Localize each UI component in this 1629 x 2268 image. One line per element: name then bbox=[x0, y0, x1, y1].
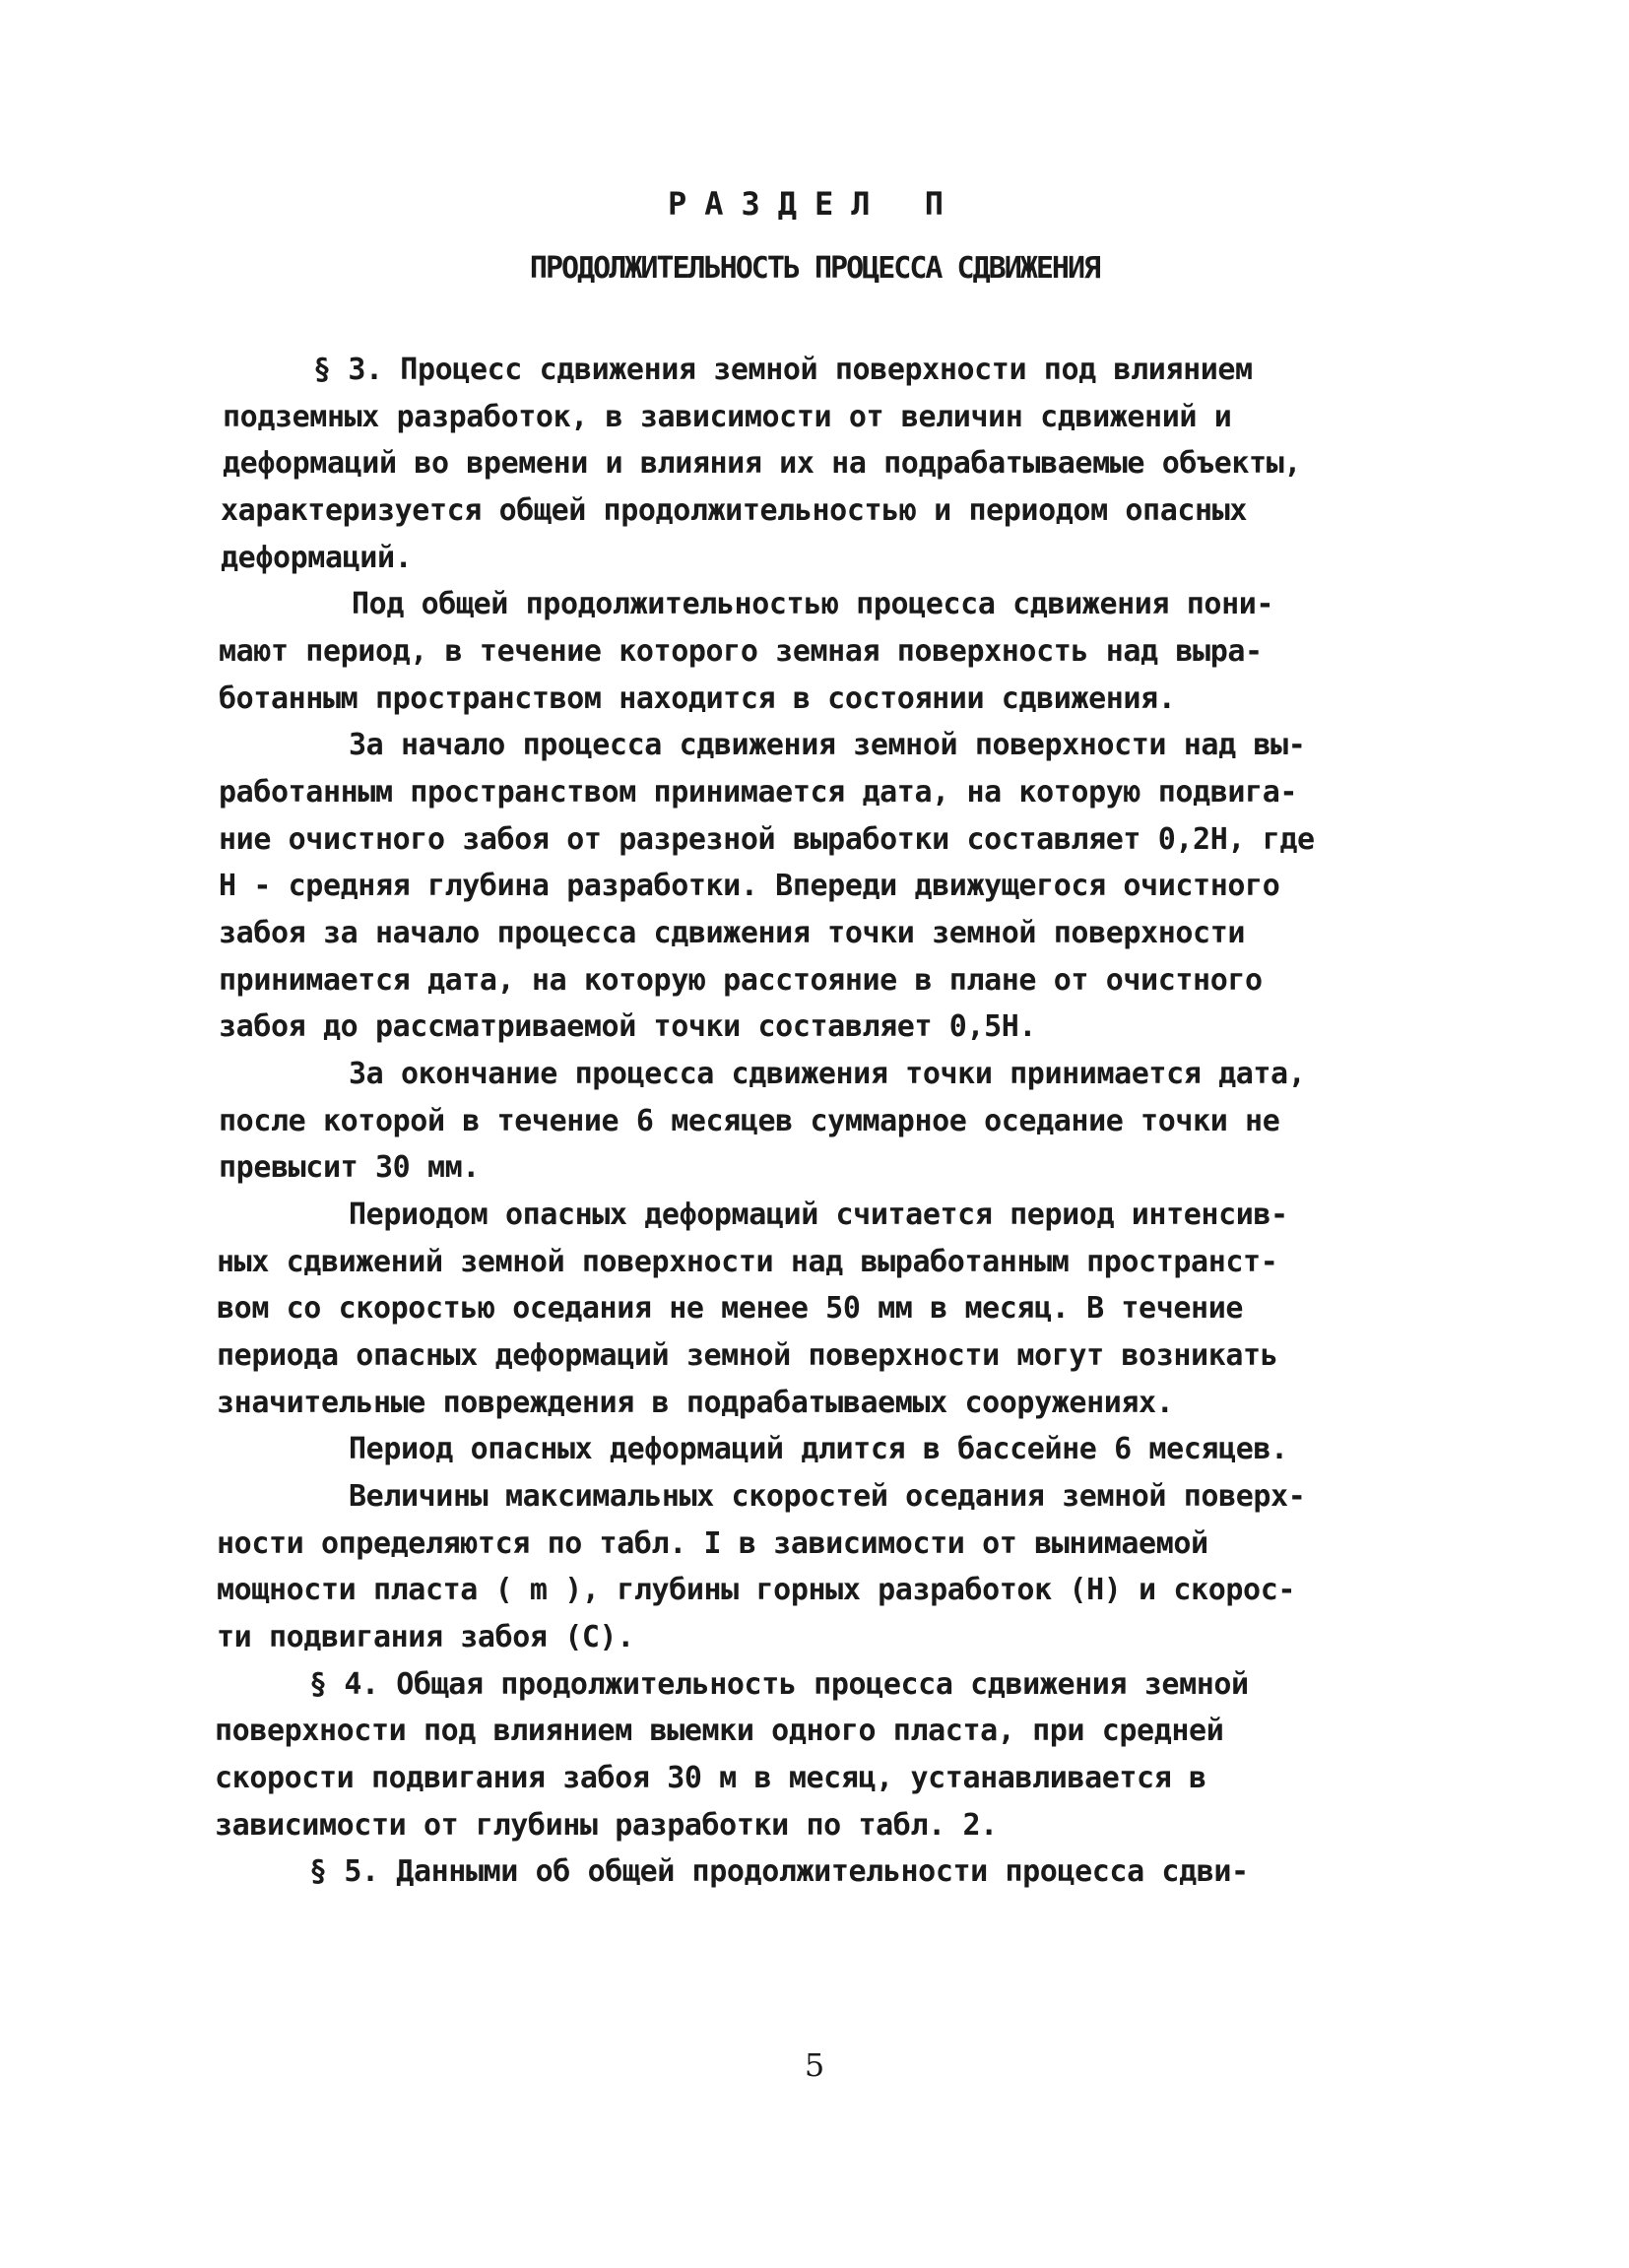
text-line: Под общей продолжительностью процесса сдвижения пони- bbox=[352, 587, 1274, 621]
text-line: ти подвигания забоя (С). bbox=[217, 1620, 634, 1654]
text-line: мощности пласта ( m ), глубины горных разработок (Н) и скорос- bbox=[217, 1573, 1296, 1607]
section-heading: РАЗДЕЛ П bbox=[667, 185, 962, 223]
text-line: § 3. Процесс сдвижения земной поверхности под влиянием bbox=[313, 353, 1253, 387]
text-line: Величины максимальных скоростей оседания земной поверх- bbox=[349, 1479, 1306, 1514]
text-line: поверхности под влиянием выемки одного пласта, при средней bbox=[215, 1714, 1224, 1748]
text-line: периода опасных деформаций земной поверхности могут возникать bbox=[217, 1338, 1278, 1373]
text-line: после которой в течение 6 месяцев суммарное оседание точки не bbox=[219, 1104, 1280, 1138]
text-line: характеризуется общей продолжительностью и периодом опасных bbox=[221, 493, 1248, 528]
text-line: мают период, в течение которого земная поверхность над выра- bbox=[219, 634, 1263, 669]
text-line: За окончание процесса сдвижения точки принимается дата, bbox=[349, 1057, 1306, 1091]
text-line: ботанным пространством находится в состоянии сдвижения. bbox=[219, 681, 1176, 716]
text-line: принимается дата, на которую расстояние в плане от очистного bbox=[219, 963, 1263, 998]
text-line: скорости подвигания забоя 30 м в месяц, устанавливается в bbox=[215, 1761, 1206, 1795]
text-line: § 4. Общая продолжительность процесса сдвижения земной bbox=[309, 1667, 1249, 1702]
text-line: забоя до рассматриваемой точки составляет 0,5Н. bbox=[219, 1009, 1037, 1044]
text-line: деформаций. bbox=[221, 541, 413, 575]
text-line: вом со скоростью оседания не менее 50 мм в месяц. В течение bbox=[217, 1291, 1244, 1326]
text-line: значительные повреждения в подрабатываемых сооружениях. bbox=[217, 1386, 1174, 1420]
text-line: превысит 30 мм. bbox=[219, 1150, 480, 1185]
text-line: работанным пространством принимается дата, на которую подвига- bbox=[219, 775, 1298, 810]
text-line: За начало процесса сдвижения земной поверхности над вы- bbox=[349, 728, 1306, 762]
text-line: Периодом опасных деформаций считается период интенсив- bbox=[349, 1198, 1288, 1232]
text-line: зависимости от глубины разработки по табл. 2. bbox=[215, 1808, 998, 1843]
text-line: забоя за начало процесса сдвижения точки земной поверхности bbox=[219, 916, 1246, 950]
text-line: ности определяются по табл. I в зависимости от вынимаемой bbox=[217, 1526, 1208, 1561]
text-line: Период опасных деформаций длится в бассейне 6 месяцев. bbox=[349, 1432, 1288, 1466]
text-line: подземных разработок, в зависимости от величин сдвижений и bbox=[223, 400, 1232, 434]
text-line: Н - средняя глубина разработки. Впереди движущегося очистного bbox=[219, 869, 1280, 903]
chapter-title: ПРОДОЛЖИТЕЛЬНОСТЬ ПРОЦЕССА СДВИЖЕНИЯ bbox=[529, 251, 1100, 286]
page-number: 5 bbox=[804, 2046, 825, 2084]
text-line: деформаций во времени и влияния их на подрабатываемые объекты, bbox=[223, 446, 1302, 481]
text-line: § 5. Данными об общей продолжительности процесса сдви- bbox=[309, 1854, 1249, 1889]
text-line: ных сдвижений земной поверхности над выработанным пространст- bbox=[217, 1245, 1278, 1279]
text-line: ние очистного забоя от разрезной выработки составляет 0,2Н, где bbox=[219, 822, 1315, 857]
